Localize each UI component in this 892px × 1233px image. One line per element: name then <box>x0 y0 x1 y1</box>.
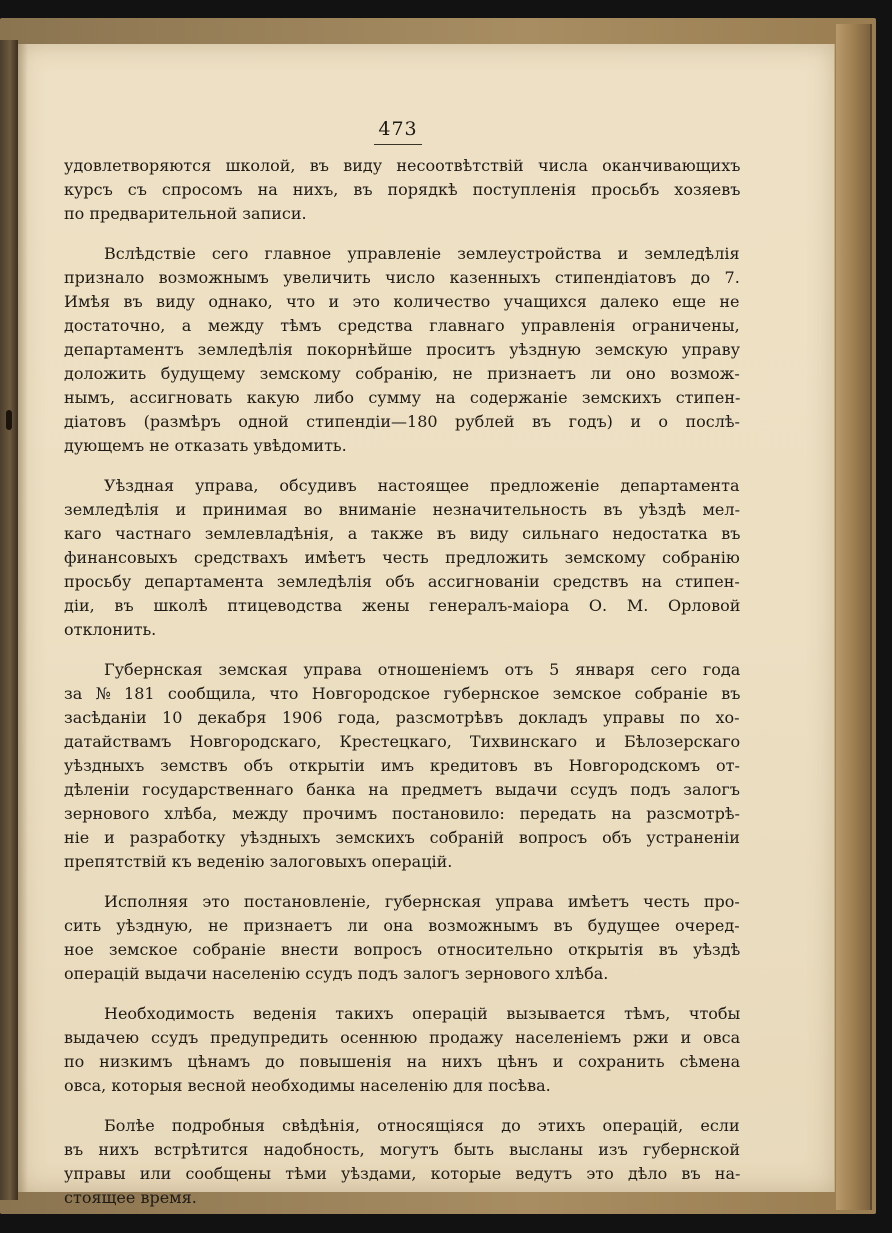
paragraph-gap <box>64 642 740 658</box>
text-line: отклонить. <box>64 620 157 639</box>
page-number: 473 <box>378 118 418 140</box>
text-line: уѣздныхъ земствъ объ открытіи имъ кредитовъ въ Новгородскомъ от- <box>64 756 740 775</box>
text-line: сить уѣздную, не признаетъ ли она возможнымъ въ будущее очеред- <box>64 916 740 935</box>
page-gutter-shadow <box>18 44 28 1192</box>
paragraph-gap <box>64 458 740 474</box>
paragraph-gap <box>64 226 740 242</box>
text-line: просьбу департамента земледѣлія объ ассигнованіи средствъ на стипен- <box>64 572 740 591</box>
text-line: Имѣя въ виду однако, что и это количество учащихся далеко еще не <box>64 292 740 311</box>
paragraph <box>64 1002 740 1098</box>
text-line: засѣданіи 10 декабря 1906 года, разсмотрѣвъ докладъ управы по хо- <box>64 708 740 727</box>
text-line: ное земское собраніе внести вопросъ относительно открытія въ уѣздѣ <box>64 940 740 959</box>
text-line: овса, которыя весной необходимы населенію для посѣва. <box>64 1076 551 1095</box>
text-line: зернового хлѣба, между прочимъ постановило: передать на разсмотрѣ- <box>64 804 740 823</box>
book-binding <box>0 40 18 1200</box>
cover-edge <box>836 24 872 1210</box>
paragraph <box>64 474 740 642</box>
text-line: Губернская земская управа отношеніемъ отъ 5 января сего года <box>104 660 741 679</box>
paragraph <box>64 658 740 874</box>
text-line: Болѣе подробныя свѣдѣнія, относящіяся до этихъ операцій, если <box>104 1116 740 1135</box>
text-line: Исполняя это постановленіе, губернская управа имѣетъ честь про- <box>104 892 740 911</box>
text-line: выдачею ссудъ предупредить осеннюю продажу населеніемъ ржи и овса <box>64 1028 740 1047</box>
page-number-rule <box>374 144 422 145</box>
text-line: діи, въ школѣ птицеводства жены генералъ-маіора О. М. Орловой <box>64 596 740 615</box>
body-text <box>64 154 740 1210</box>
text-line: департаментъ земледѣлія покорнѣйше проситъ уѣздную земскую управу <box>64 340 740 359</box>
text-line: по низкимъ цѣнамъ до повышенія на нихъ цѣнъ и сохранить сѣмена <box>64 1052 740 1071</box>
text-line: финансовыхъ средствахъ имѣетъ честь предложить земскому собранію <box>64 548 740 567</box>
text-line: земледѣлія и принимая во вниманіе незначительность въ уѣздѣ мел- <box>64 500 740 519</box>
text-line: Уѣздная управа, обсудивъ настоящее предложеніе департамента <box>104 476 740 495</box>
text-line: операцій выдачи населенію ссудъ подъ залогъ зернового хлѣба. <box>64 964 609 983</box>
paragraph <box>64 1114 740 1210</box>
text-line: дующемъ не отказать увѣдомить. <box>64 436 347 455</box>
text-line: Вслѣдствіе сего главное управленіе землеустройства и земледѣлія <box>104 244 740 263</box>
text-line: ніе и разработку уѣздныхъ земскихъ собраній вопросъ объ устраненіи <box>64 828 740 847</box>
text-line: препятствій къ веденію залоговыхъ операцій. <box>64 852 453 871</box>
text-line: управы или сообщены тѣми уѣздами, которые ведутъ это дѣло въ на- <box>64 1164 740 1183</box>
paragraph <box>64 154 740 226</box>
text-line: курсъ съ спросомъ на нихъ, въ порядкѣ поступленія просьбъ хозяевъ <box>64 180 740 199</box>
paragraph-gap <box>64 986 740 1002</box>
text-line: признало возможнымъ увеличить число казенныхъ стипендіатовъ до 7. <box>64 268 740 287</box>
document-page <box>18 44 835 1207</box>
text-line: Необходимость веденія такихъ операцій вызывается тѣмъ, чтобы <box>104 1004 741 1023</box>
text-line: достаточно, а между тѣмъ средства главнаго управленія ограничены, <box>64 316 740 335</box>
text-line: діатовъ (размѣръ одной стипендіи—180 рублей въ годъ) и о послѣ- <box>64 412 740 431</box>
text-line: за № 181 сообщила, что Новгородское губернское земское собраніе въ <box>64 684 740 703</box>
text-line: удовлетворяются школой, въ виду несоотвѣтствій числа оканчивающихъ <box>64 156 740 175</box>
text-line: стоящее время. <box>64 1188 197 1207</box>
paragraph <box>64 242 740 458</box>
paragraph <box>64 890 740 986</box>
text-line: по предварительной записи. <box>64 204 307 223</box>
text-line: каго частнаго землевладѣнія, а также въ виду сильнаго недостатка въ <box>64 524 740 543</box>
text-line: доложить будущему земскому собранію, не признаетъ ли оно возмож- <box>64 364 740 383</box>
binding-stitch <box>6 410 12 430</box>
text-line: дѣленіи государственнаго банка на предметъ выдачи ссудъ подъ залогъ <box>64 780 740 799</box>
paragraph-gap <box>64 1098 740 1114</box>
text-line: нымъ, ассигновать какую либо сумму на содержаніе земскихъ стипен- <box>64 388 740 407</box>
text-line: датайствамъ Новгородскаго, Крестецкаго, Тихвинскаго и Бѣлозерскаго <box>64 732 740 751</box>
text-line: въ нихъ встрѣтится надобность, могутъ быть высланы изъ губернской <box>64 1140 740 1159</box>
paragraph-gap <box>64 874 740 890</box>
